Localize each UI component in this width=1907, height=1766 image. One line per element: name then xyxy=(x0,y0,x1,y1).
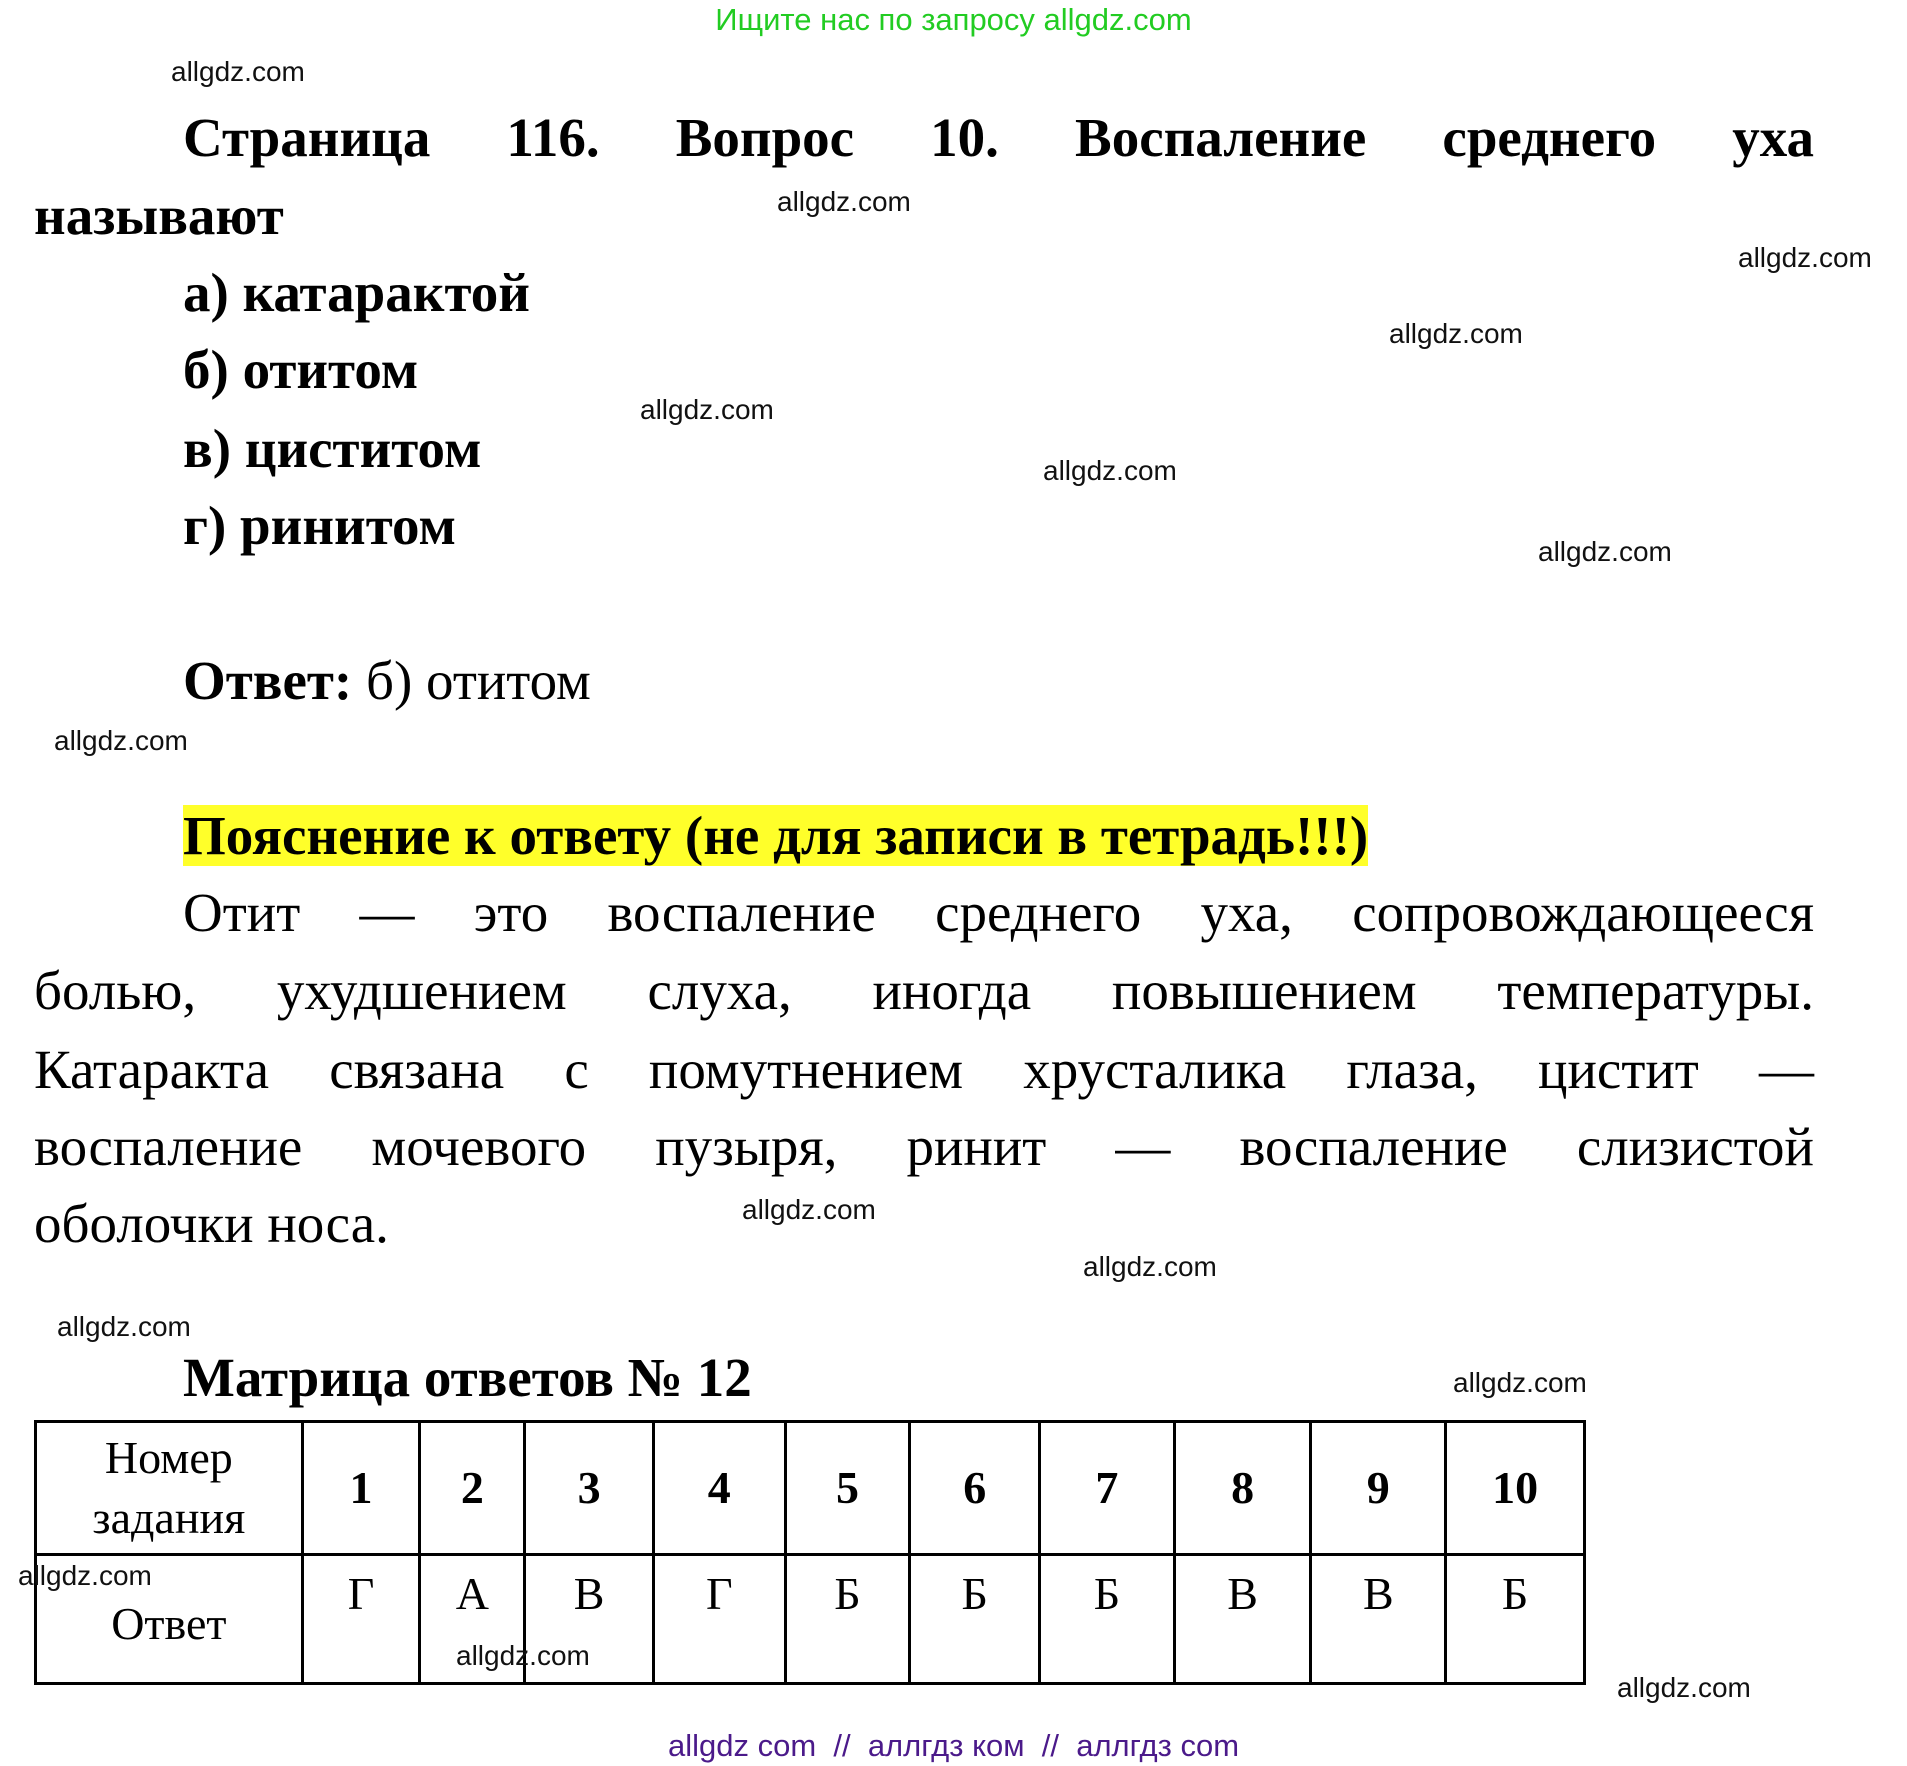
task-number: 10 xyxy=(1446,1422,1585,1555)
task-number: 6 xyxy=(910,1422,1040,1555)
answer-cell: Г xyxy=(653,1555,785,1684)
answer xyxy=(183,649,591,713)
explanation-line: оболочки носа. xyxy=(34,1193,389,1254)
explanation-heading-text: Пояснение к ответу (не для записи в тетрадь!!!) xyxy=(183,805,1369,866)
question-line-2: называют xyxy=(34,185,284,246)
task-number: 4 xyxy=(653,1422,785,1555)
watermark: allgdz.com xyxy=(1453,1367,1587,1398)
answer-cell: В xyxy=(525,1555,654,1684)
watermark: allgdz.com xyxy=(1738,242,1872,273)
watermark: allgdz.com xyxy=(1083,1251,1217,1282)
table-row-numbers xyxy=(36,1422,1585,1555)
footer-links: allgdz com // аллгдз ком // аллгдз com xyxy=(667,1728,1240,1763)
answer-cell: А xyxy=(420,1555,525,1684)
watermark: allgdz.com xyxy=(1617,1672,1751,1703)
watermark: allgdz.com xyxy=(640,394,774,425)
task-number: 7 xyxy=(1040,1422,1175,1555)
task-number: 3 xyxy=(525,1422,654,1555)
label-part: задания xyxy=(92,1492,246,1543)
watermark: allgdz.com xyxy=(57,1311,191,1342)
option-b: б) отитом xyxy=(183,339,419,400)
task-number: 1 xyxy=(302,1422,420,1555)
watermark: allgdz.com xyxy=(777,186,911,217)
explanation-heading xyxy=(183,804,1368,868)
answer-label: Ответ: xyxy=(183,650,353,711)
watermark: allgdz.com xyxy=(1389,318,1523,349)
task-number: 5 xyxy=(785,1422,910,1555)
search-banner: Ищите нас по запросу allgdz.com xyxy=(715,2,1192,37)
answer-cell: Г xyxy=(302,1555,420,1684)
answer-cell: В xyxy=(1311,1555,1446,1684)
answer-matrix-table xyxy=(34,1420,1586,1685)
option-d: г) ринитом xyxy=(183,495,456,556)
answer-cell: Б xyxy=(1446,1555,1585,1684)
answer-cell: Б xyxy=(910,1555,1040,1684)
question-line-1: Страница 116. Вопрос 10. Воспаление среднего уха xyxy=(183,107,1814,168)
task-number: 2 xyxy=(420,1422,525,1555)
task-number: 9 xyxy=(1311,1422,1446,1555)
task-number: 8 xyxy=(1174,1422,1311,1555)
matrix-title: Матрица ответов № 12 xyxy=(183,1347,752,1408)
explanation-line: Отит — это воспаление среднего уха, сопровождающееся xyxy=(183,882,1814,943)
row-label-task-number xyxy=(36,1422,303,1555)
watermark: allgdz.com xyxy=(742,1194,876,1225)
explanation-line: болью, ухудшением слуха, иногда повышением температуры. xyxy=(34,960,1814,1021)
table-row-answers xyxy=(36,1555,1585,1684)
watermark: allgdz.com xyxy=(54,725,188,756)
answer-cell: Б xyxy=(1040,1555,1175,1684)
label-part: Номер xyxy=(104,1432,233,1483)
watermark: allgdz.com xyxy=(171,56,305,87)
watermark: allgdz.com xyxy=(456,1640,590,1671)
row-label-answer: Ответ xyxy=(36,1555,303,1684)
watermark: allgdz.com xyxy=(1538,536,1672,567)
answer-cell: В xyxy=(1174,1555,1311,1684)
answer-cell: Б xyxy=(785,1555,910,1684)
option-a: а) катарактой xyxy=(183,262,530,323)
option-c: в) циститом xyxy=(183,418,482,479)
explanation-line: Катаракта связана с помутнением хрусталика глаза, цистит — xyxy=(34,1039,1814,1100)
answer-value: б) отитом xyxy=(366,650,591,711)
watermark: allgdz.com xyxy=(1043,455,1177,486)
explanation-line: воспаление мочевого пузыря, ринит — воспаление слизистой xyxy=(34,1116,1814,1177)
watermark: allgdz.com xyxy=(18,1560,152,1591)
